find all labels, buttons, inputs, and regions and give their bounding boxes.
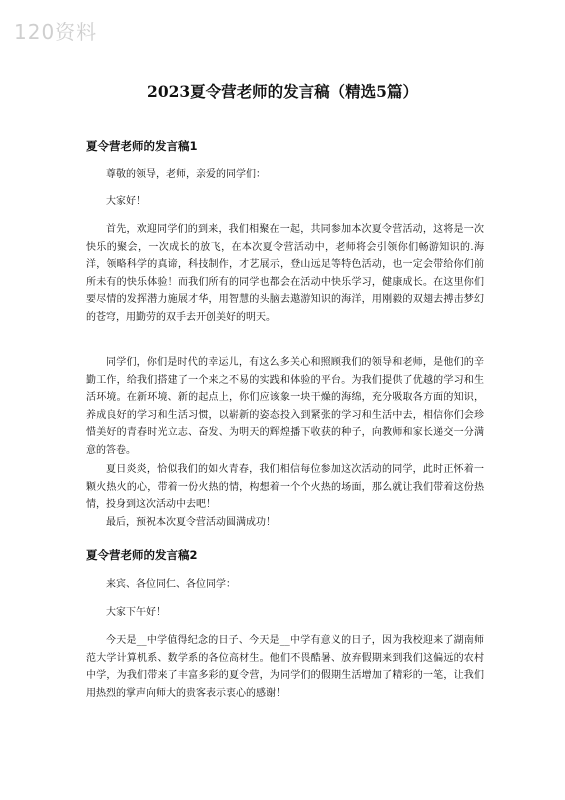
paragraph-salutation: 尊敬的领导，老师，亲爱的同学们：: [106, 169, 266, 180]
paragraph-closing: 最后，预祝本次夏令营活动圆满成功！: [106, 517, 276, 528]
section-heading-1: 夏令营老师的发言稿1: [86, 139, 198, 153]
paragraph-body: 首先，欢迎同学们的到来，我们相聚在一起，共同参加本次夏令营活动，这将是一次快乐的聚会，一次成长的放飞，在本次夏令营活动中，老师将会引领你们畅游知识的.海洋，领略科学的真谛，科技制作，才艺展示，登山远足等特色活动，也一定会带给你们前所未有的快乐体验！而我们所有的同学也都会在活动中快乐学习，健康成长。在这里你们要尽情的发挥潜力施展才华，用智慧的头脑去遨游知识的海洋，用刚毅的双翅去搏击梦幻的苍穹，用勤劳的双手去开创美好的明天。: [86, 224, 484, 323]
paragraph-body: 今天是__中学值得纪念的日子、今天是__中学有意义的日子，因为我校迎来了湖南师范大学计算机系、数学系的各位高材生。他们不畏酷暑、放弃假期来到我们这偏远的农村中学，为我们带来了丰富多彩的夏令营，为同学们的假期生活增加了精彩的一笔，让我们用热烈的掌声向师大的贵客表示衷心的感谢！: [86, 635, 484, 699]
paragraph-greeting: 大家下午好！: [106, 607, 166, 618]
watermark-text: 120资料: [14, 20, 98, 44]
paragraph-salutation: 来宾、各位同仁、各位同学：: [106, 579, 236, 590]
paragraph-body: 同学们，你们是时代的幸运儿，有这么多关心和照顾我们的领导和老师，是他们的辛勤工作，给我们搭建了一个来之不易的实践和体验的平台。为我们提供了优越的学习和生活环境。在新环境、新的起点上，你们应该象一块干燥的海绵，充分吸取各方面的知识，养成良好的学习和生活习惯，以崭新的姿态投入到紧张的学习和生活中去，相信你们会珍惜美好的青春时光立志、奋发、为明天的辉煌播下收获的种子，向教师和家长递交一分满意的答卷。: [86, 357, 484, 456]
section-heading-2: 夏令营老师的发言稿2: [86, 548, 198, 562]
paragraph-body: 夏日炎炎，恰似我们的如火青春，我们相信每位参加这次活动的同学，此时正怀着一颗火热火的心，带着一份火热的情，构想着一个个火热的场面，那么就让我们带着这份热情，投身到这次活动中去吧！: [86, 464, 484, 511]
document-title: 2023夏令营老师的发言稿（精选5篇）: [147, 82, 418, 101]
paragraph-greeting: 大家好！: [106, 196, 146, 207]
